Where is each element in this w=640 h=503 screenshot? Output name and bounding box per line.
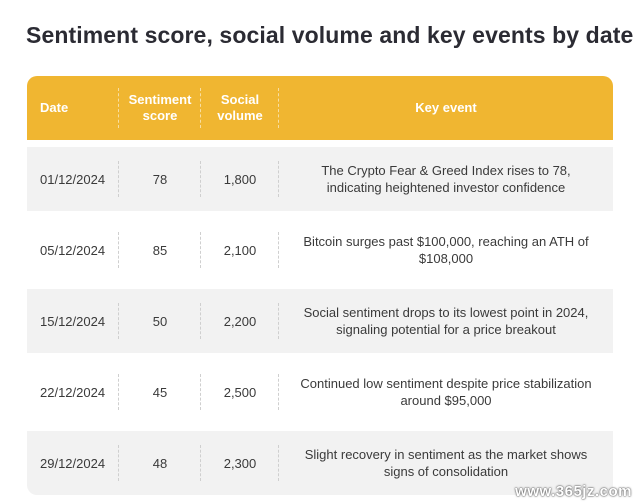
table-header	[27, 76, 613, 140]
cell-volume: 2,100	[201, 218, 279, 282]
table-row	[27, 360, 613, 424]
header-volume-label	[217, 92, 263, 124]
page-title: Sentiment score, social volume and key events by date	[26, 22, 634, 48]
row-gap	[27, 353, 613, 360]
cell-volume: 2,300	[201, 431, 279, 495]
header-score-line2: score	[142, 108, 178, 123]
header-volume-line2: volume	[217, 108, 263, 123]
cell-score: 45	[119, 360, 201, 424]
cell-score: 78	[119, 147, 201, 211]
row-gap	[27, 140, 613, 147]
cell-volume: 2,200	[201, 289, 279, 353]
header-social-volume	[201, 76, 279, 140]
cell-event-text: Continued low sentiment despite price stabilization around $95,000	[300, 376, 592, 408]
cell-score: 50	[119, 289, 201, 353]
cell-date: 29/12/2024	[27, 431, 119, 495]
cell-event-text: Bitcoin surges past $100,000, reaching an ATH of $108,000	[303, 234, 589, 266]
row-gap	[27, 282, 613, 289]
table-row	[27, 147, 613, 211]
cell-date: 22/12/2024	[27, 360, 119, 424]
cell-score: 85	[119, 218, 201, 282]
cell-event	[279, 218, 613, 282]
header-date	[27, 76, 119, 140]
data-table	[27, 76, 613, 495]
cell-event-text: Slight recovery in sentiment as the market shows signs of consolidation	[304, 447, 588, 479]
cell-volume: 1,800	[201, 147, 279, 211]
row-gap	[27, 211, 613, 218]
table-row	[27, 218, 613, 282]
cell-event	[279, 147, 613, 211]
cell-event	[279, 360, 613, 424]
header-key-event	[279, 76, 613, 140]
watermark-text: www.365jz.com	[515, 483, 632, 500]
header-event-label: Key event	[415, 100, 477, 115]
header-volume-line1: Social	[220, 92, 260, 107]
cell-event-text: Social sentiment drops to its lowest point in 2024, signaling potential for a price breakout	[303, 305, 589, 337]
header-score-line1: Sentiment	[128, 92, 192, 107]
cell-event-text: The Crypto Fear & Greed Index rises to 78, indicating heightened investor confidence	[321, 163, 571, 195]
cell-volume: 2,500	[201, 360, 279, 424]
table-row	[27, 289, 613, 353]
cell-date: 15/12/2024	[27, 289, 119, 353]
cell-event	[279, 289, 613, 353]
cell-date: 05/12/2024	[27, 218, 119, 282]
row-gap	[27, 424, 613, 431]
cell-score: 48	[119, 431, 201, 495]
header-sentiment-score	[119, 76, 201, 140]
header-score-label	[129, 92, 192, 124]
cell-date: 01/12/2024	[27, 147, 119, 211]
header-date-label: Date	[40, 100, 69, 115]
